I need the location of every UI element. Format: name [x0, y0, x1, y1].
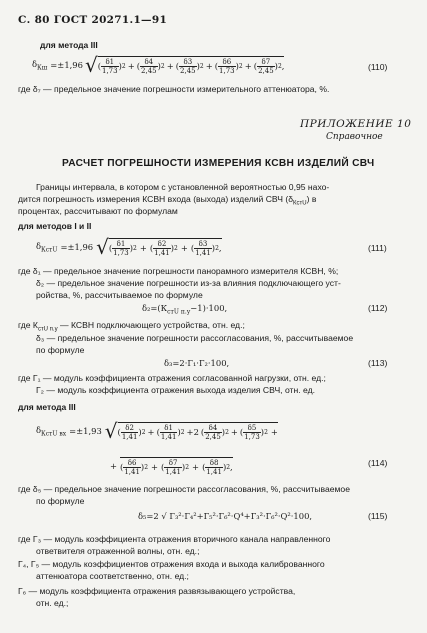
fraction: $\frac{\delta 4}{2,45}$	[141, 57, 157, 75]
fraction: $\frac{\delta 1}{1,41}$	[160, 423, 177, 441]
where-text: где Г₁ — модуль коэффициента отражения согласованной нагрузки, отн. ед.;	[18, 373, 326, 383]
equation-number: (112)	[368, 303, 388, 313]
formula-coef: =±1,93	[69, 426, 102, 436]
appendix-subtitle: Справочное	[326, 132, 383, 142]
radical-icon: √	[96, 235, 109, 259]
where-text: отн. ед.;	[36, 598, 69, 608]
fraction: $\frac{\delta 3}{2,45}$	[180, 57, 196, 75]
where-text: по формуле	[36, 496, 85, 506]
radicand: ( $\frac{\delta 1}{1,73}$ ) 2 + ( $\frac{\delta 2}{1,41}$ ) 2 + ( $\frac{\delta 3}{1,41}$ ) 2 ,	[108, 239, 222, 257]
formula-110	[32, 52, 284, 78]
radicand: ( $\frac{\delta 6}{1,41}$ ) 2 + ( $\frac{\delta 7}{1,41}$ ) 2 + ( $\frac{\delta 8}{1,41}$ ) 2 ,	[120, 458, 233, 476]
formula-115: δ₅=2 √ Г₃²·Г₄²+Г₅²·Г₆²·Q⁴+Г₃²·Г₆²·Q²·100,	[138, 511, 313, 521]
formula-111	[36, 233, 222, 261]
fraction: $\frac{\delta 1}{1,73}$	[102, 57, 118, 75]
where-text: Г₂ — модуль коэффициента отражения выхода изделия СВЧ, отн. ед.	[36, 385, 316, 395]
method-label: для метода III	[18, 402, 76, 412]
where-text: где δ₁ — предельное значение погрешности панорамного измерителя КСВН, %;	[18, 266, 339, 276]
intro-line: Границы интервала, в котором с установленной вероятностью 0,95 нахо-	[36, 182, 330, 192]
intro-line: процентах, рассчитывают по формулам	[18, 206, 178, 216]
formula-112: $\delta_2=(К_{стU п.у}-1)\cdot 100$,	[142, 303, 228, 316]
formula-lhs: $\delta_{КстU}$	[36, 240, 58, 254]
formula-coef: =±1,96	[60, 242, 94, 252]
radical-icon: √	[84, 53, 98, 77]
fraction: $\frac{\delta 5}{1,73}$	[244, 423, 260, 441]
fraction: $\frac{\delta 7}{2,45}$	[258, 57, 274, 75]
formula-lhs: $\delta_{Кш}$	[32, 58, 48, 72]
radicand: ( $\frac{\delta 2}{1,41}$ ) 2 + ( $\frac{\delta 1}{1,41}$ ) 2 +2 ( $\frac{\delta 4}{2,45}$ ) 2 + ( $\frac{\delta 5}{1,73}$ ) 2 +	[117, 423, 278, 441]
appendix-title: ПРИЛОЖЕНИЕ 10	[300, 118, 412, 130]
fraction: $\frac{\delta 3}{1,41}$	[195, 239, 211, 257]
fraction: $\frac{\delta 8}{1,41}$	[206, 458, 222, 476]
equation-number: (111)	[368, 243, 387, 253]
where-text: по формуле	[36, 345, 85, 355]
where-text: ройства, %, рассчитываемое по формуле	[36, 290, 203, 300]
where-text: ответвителя отраженной волны, отн. ед.;	[36, 546, 200, 556]
where-text: Г₄, Г₅ — модуль коэффициентов отражения входа и выхода калиброванного	[18, 559, 325, 569]
intro-line: дится погрешность измерения КСВН входа (выхода) изделий СВЧ $(\delta_{КстU})$ в	[18, 194, 317, 207]
formula-113: δ₃=2·Г₁·Г₂·100,	[164, 358, 230, 368]
formula-coef: =±1,96	[50, 60, 83, 70]
equation-number: (113)	[368, 358, 388, 368]
fraction: $\frac{\delta 4}{2,45}$	[205, 423, 221, 441]
formula-114	[36, 416, 278, 446]
fraction: $\frac{\delta 2}{1,41}$	[121, 423, 138, 441]
where-text: δ₂ — предельное значение погрешности из-за влияния подключающего уст-	[36, 278, 341, 288]
page-header: С. 80 ГОСТ 20271.1—91	[18, 14, 168, 26]
formula-lhs: $\delta_{КстU вх}$	[36, 424, 67, 438]
where-text: где Г₃ — модуль коэффициента отражения вторичного канала направленного	[18, 534, 331, 544]
fraction: $\frac{\delta 2}{1,41}$	[154, 239, 170, 257]
formula-114-cont: + ( $\frac{\delta 6}{1,41}$ ) 2 + ( $\frac{\delta 7}{1,41}$ ) 2 + ( $\frac{\delta 8}{1,41}$ ) 2 ,	[110, 458, 233, 476]
section-title: РАСЧЕТ ПОГРЕШНОСТИ ИЗМЕРЕНИЯ КСВН ИЗДЕЛИЙ СВЧ	[62, 158, 375, 169]
where-text: где δ₇ — предельное значение погрешности измерительного аттенюатора, %.	[18, 84, 330, 94]
fraction: $\frac{\delta 6}{1,73}$	[219, 57, 235, 75]
where-text: аттенюатора соответственно, отн. ед.;	[36, 571, 189, 581]
where-text: где δ₅ — предельное значение погрешности рассогласования, %, рассчитываемое	[18, 484, 350, 494]
fraction: $\frac{\delta 6}{1,41}$	[124, 458, 140, 476]
equation-number: (110)	[368, 62, 388, 72]
fraction: $\frac{\delta 1}{1,73}$	[113, 239, 129, 257]
fraction: $\frac{\delta 7}{1,41}$	[165, 458, 181, 476]
equation-number: (115)	[368, 511, 388, 521]
radical-icon: √	[104, 419, 118, 443]
where-text: δ₃ — предельное значение погрешности рассогласования, %, рассчитываемое	[36, 333, 354, 343]
where-text: где $К_{стU п.у}$ — КСВН подключающего устройства, отн. ед.;	[18, 320, 245, 333]
radicand: ( $\frac{\delta 1}{1,73}$ ) 2 + ( $\frac{\delta 4}{2,45}$ ) 2 + ( $\frac{\delta 3}{2,45}$ ) 2 + ( $\frac{\delta 6}{1,73}$ ) 2 + ( $\frac{\delta 7}{2,45}$ ) 2 ,	[97, 57, 285, 75]
equation-number: (114)	[368, 458, 388, 468]
where-text: Г₆ — модуль коэффициента отражения развязывающего устройства,	[18, 586, 296, 596]
method-label: для метода III	[40, 40, 98, 50]
method-label: для методов I и II	[18, 221, 92, 231]
